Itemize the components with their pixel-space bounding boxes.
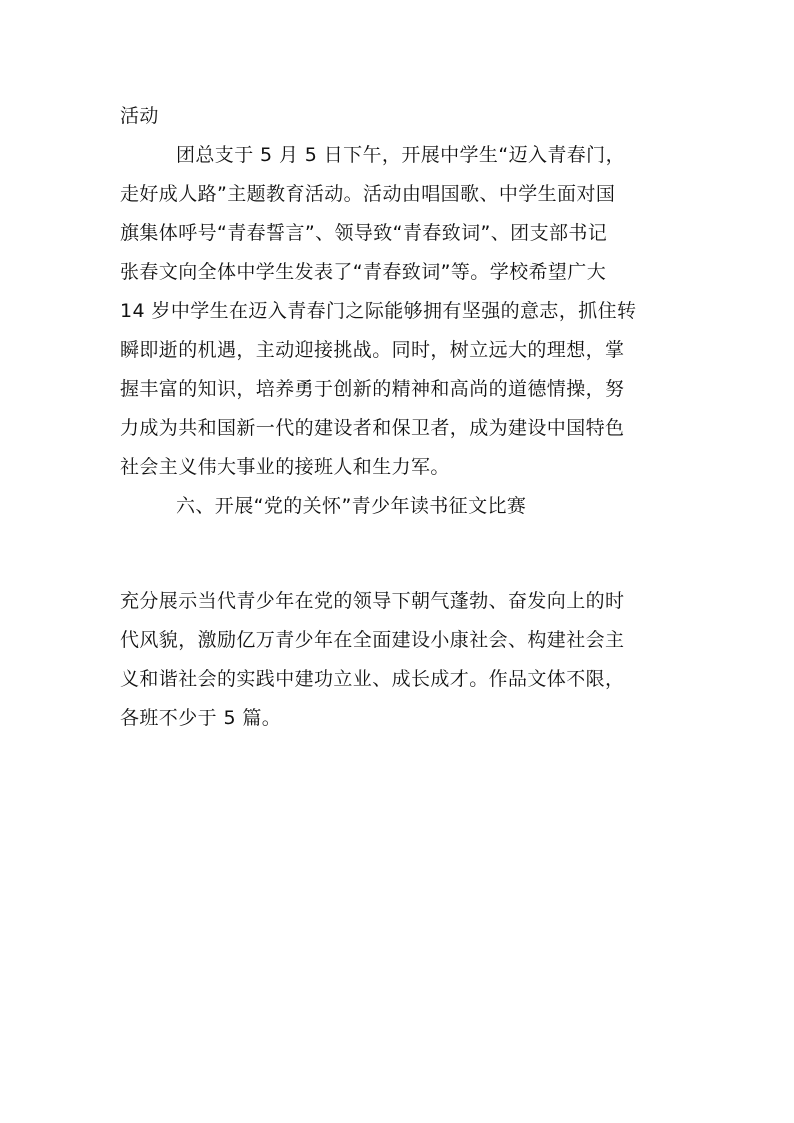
section-heading: 六、开展“党的关怀”青少年读书征文比赛 <box>176 495 527 517</box>
text-line-14: 义和谐社会的实践中建功立业、成长成才。作品文体不限， <box>120 668 625 690</box>
text-line-4: 旗集体呼号“青春誓言”、领导致“青春致词”、团支部书记 <box>120 222 608 244</box>
text-line-7: 瞬即逝的机遇，主动迎接挑战。同时，树立远大的理想，掌 <box>120 339 625 361</box>
text-line-9: 力成为共和国新一代的建设者和保卫者，成为建设中国特色 <box>120 417 625 439</box>
text-line-6: 14 岁中学生在迈入青春门之际能够拥有坚强的意志，抓住转 <box>120 300 637 322</box>
text-line-3: 走好成人路”主题教育活动。活动由唱国歌、中学生面对国 <box>120 183 616 205</box>
text-line-2: 团总支于 5 月 5 日下午，开展中学生“迈入青春门， <box>176 144 625 166</box>
text-line-8: 握丰富的知识，培养勇于创新的精神和高尚的道德情操，努 <box>120 378 625 400</box>
text-line-13: 代风貌，激励亿万青少年在全面建设小康社会、构建社会主 <box>120 629 625 651</box>
text-line-10: 社会主义伟大事业的接班人和生力军。 <box>120 456 450 478</box>
text-line-5: 张春文向全体中学生发表了“青春致词”等。学校希望广大 <box>120 261 607 283</box>
text-line-12: 充分展示当代青少年在党的领导下朝气蓬勃、奋发向上的时 <box>120 590 625 612</box>
text-line-1: 活动 <box>120 105 159 127</box>
text-line-15: 各班不少于 5 篇。 <box>120 707 282 729</box>
